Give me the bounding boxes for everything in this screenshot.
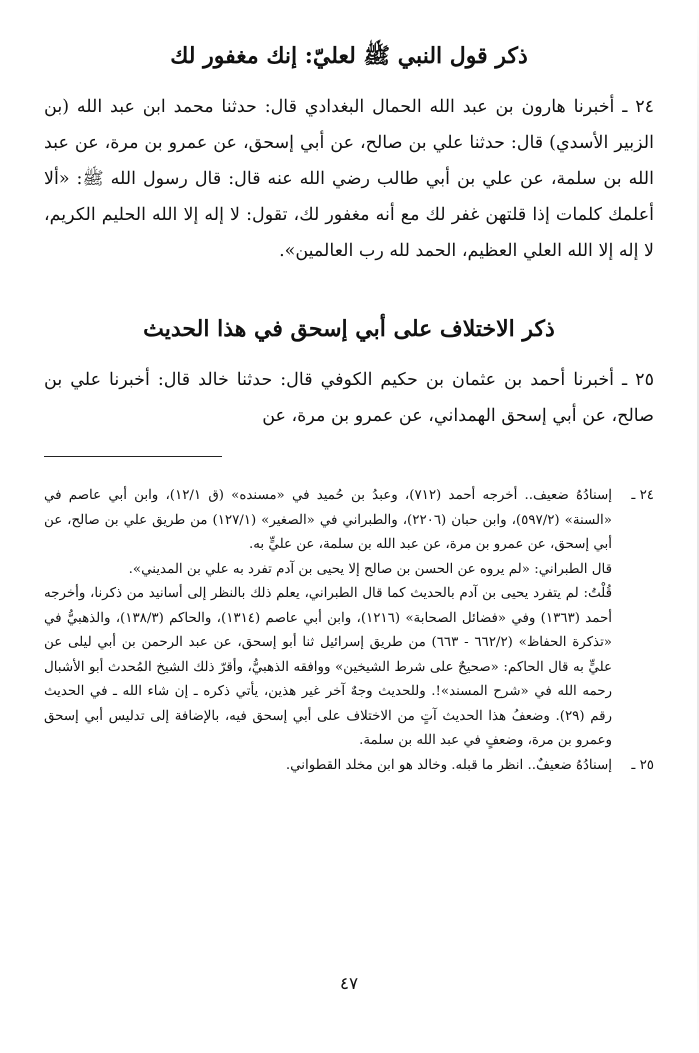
hadith-25: [44, 362, 654, 434]
footnote-24-paragraph: قال الطبراني: «لم يروه عن الحسن بن صالح إلا يحيى بن آدم تفرد به علي بن المديني».: [128, 561, 612, 577]
section-heading-1: ذكر قول النبي ﷺ لعليّ: إنك مغفور لك: [170, 43, 528, 69]
book-page: [44, 0, 654, 1053]
hadith-25-text: أخبرنا أحمد بن عثمان بن حكيم الكوفي قال: حدثنا خالد قال: أخبرنا علي بن صالح، عن أبي إسحق الهمداني، عن عمرو بن مرة، عن: [44, 370, 654, 426]
footnote-25-paragraph: إسنادُهُ ضعيفٌ.. انظر ما قبله. وخالد هو ابن مخلد القطواني.: [285, 757, 612, 773]
page-number: ٤٧: [339, 974, 359, 994]
footnote-24: [44, 484, 654, 754]
footnote-24-paragraph: إسنادُهُ ضعيف.. أخرجه أحمد (٧١٢)، وعبدُ بن حُميد في «مسنده» (ق ١٢/١)، وابن أبي عاصم في «السنة» (٥٩٧/٢)، وابن حبان (٢٢٠٦)، والطبراني في «الصغير» (١٢٧/١) من طريق علي بن صالح، عن أبي إسحق، عن عمرو بن مرة، عن عبد الله بن سلمة، عن عليٍّ به.: [44, 488, 612, 552]
footnote-25-label: ٢٥ ـ: [631, 757, 654, 773]
footnote-25: [44, 754, 654, 779]
hadith-25-number: ٢٥ ـ: [622, 370, 654, 390]
section-heading-2: ذكر الاختلاف على أبي إسحق في هذا الحديث: [143, 316, 555, 342]
footnote-24-label: ٢٤ ـ: [631, 488, 654, 503]
footnote-25-body: [44, 754, 612, 779]
footnote-separator: [44, 456, 222, 457]
hadith-24: [44, 89, 654, 269]
hadith-24-number: ٢٤ ـ: [622, 97, 654, 117]
footnotes: [44, 484, 654, 778]
footnote-24-paragraph: قُلْتُ: لم يتفرد يحيى بن آدم بالحديث كما قال الطبراني، يعلم ذلك بالنظر إلى أسانيد من ذكرنا، وأخرجه أحمد (١٣٦٣) وفي «فضائل الصحابة» (١٢١٦)، وابن أبي عاصم (١٣١٤)، والحاكم (١٣٨/٣)، والذهبيُّ في «تذكرة الحفاظ» (٦٦٢/٢ - ٦٦٣) من طريق إسرائيل ثنا أبو إسحق، عن عبد الرحمن بن أبي ليلى عن عليٍّ به قال الحاكم: «صحيحٌ على شرط الشيخين» ووافقه الذهبيُّ، وأقرّ ذلك الشيخ المُحدث أبو الأشبال رحمه الله في «شرح المسند»!. وللحديث وجهٌ آخر غير هذين، يأتي ذكره ـ إن شاء الله ـ في الحديث رقم (٢٩). وضعفُ هذا الحديث آتٍ من الاختلاف على أبي إسحق فيه، بالإضافة إلى تدليس أبي إسحق وعمرو بن مرة، وضعفٍ في عبد الله بن سلمة.: [44, 586, 612, 748]
hadith-24-text: أخبرنا هارون بن عبد الله الحمال البغدادي قال: حدثنا محمد ابن عبد الله (بن الزبير الأسدي) قال: حدثنا علي بن صالح، عن أبي إسحق، عن عمرو بن مرة، عن عبد الله بن سلمة، عن علي بن أبي طالب رضي الله عنه قال: قال رسول الله ﷺ: «ألا أعلمك كلمات إذا قلتهن غفر لك مع أنه مغفور لك، تقول: لا إله إلا الله الحليم الكريم، لا إله إلا الله العلي العظيم، الحمد لله رب العالمين».: [44, 97, 654, 261]
footnote-24-body: [44, 484, 612, 754]
